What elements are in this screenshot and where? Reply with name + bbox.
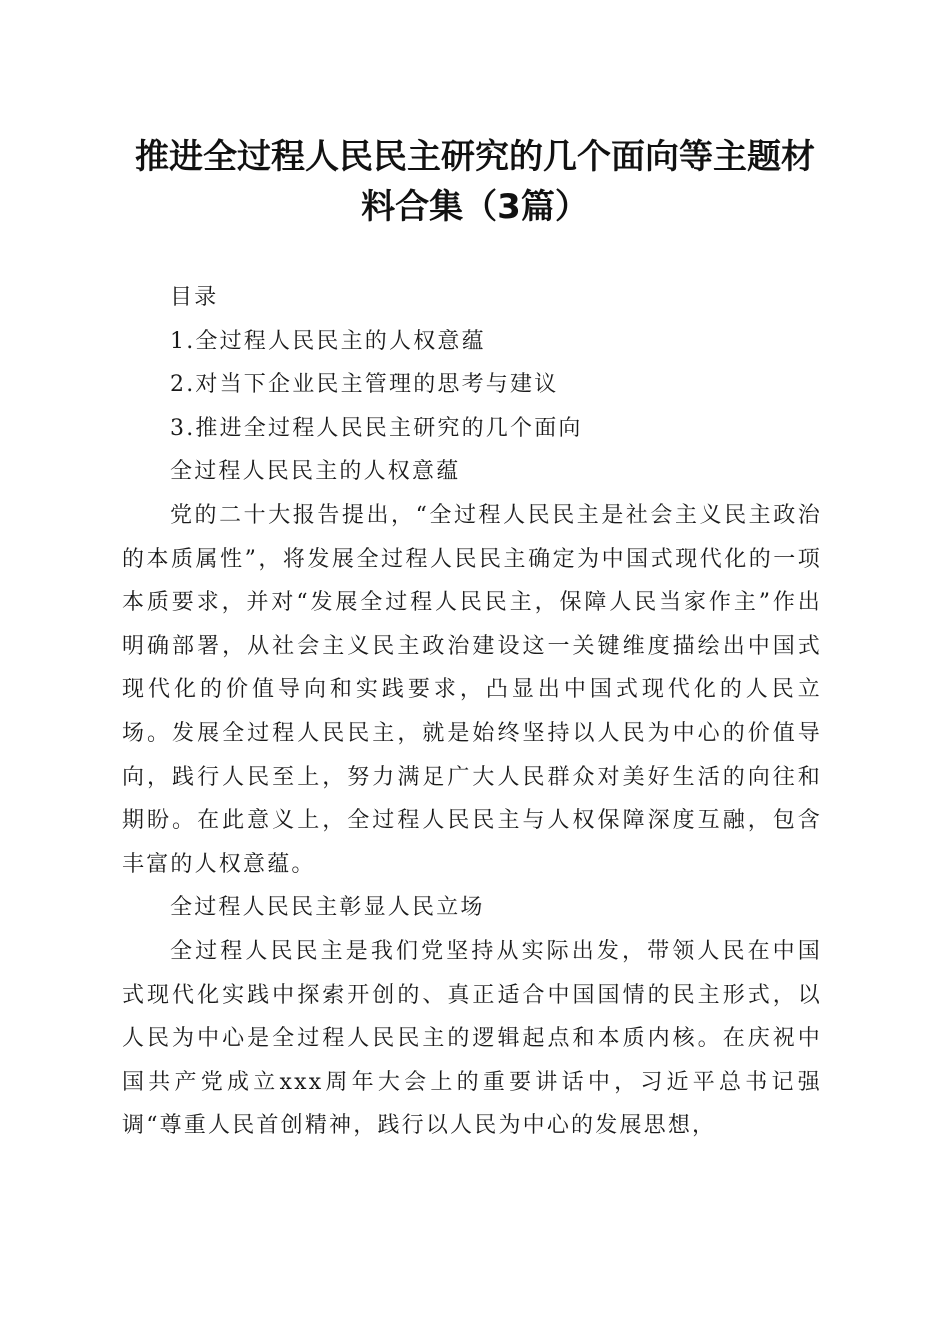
section-heading: 全过程人民民主的人权意蕴 [170,459,461,485]
toc-item-1: 1.全过程人民民主的人权意蕴 [170,328,486,354]
toc-heading: 目录 [170,285,219,310]
document-title-line-2: 料合集（3篇） [361,187,589,227]
toc-item-2: 2.对当下企业民主管理的思考与建议 [170,372,559,398]
body-paragraph-1: 党的二十大报告提出，“全过程人民民主是社会主义民主政治的本质属性”，将发展全过程人民民主确定为中国式现代化的一项本质要求，并对“发展全过程人民民主，保障人民当家作主”作出明确部署，从社会主义民主政治建设这一关键维度描绘出中国式现代化的价值导向和实践要求，凸显出中国式现代化的人民立场。发展全过程人民民主，就是始终坚持以人民为中心的价值导向，践行人民至上，努力满足广大人民群众对美好生活的向往和期盼。在此意义上，全过程人民民主与人权保障深度互融，包含丰富的人权意蕴。 [122,502,822,877]
document-title-line-1: 推进全过程人民民主研究的几个面向等主题材 [135,137,815,177]
document-title [100,132,850,232]
subsection-heading: 全过程人民民主彰显人民立场 [170,895,485,921]
toc-item-3: 3.推进全过程人民民主研究的几个面向 [170,415,583,441]
body-paragraph-2: 全过程人民民主是我们党坚持从实际出发，带领人民在中国式现代化实践中探索开创的、真正适合中国国情的民主形式，以人民为中心是全过程人民民主的逻辑起点和本质内核。在庆祝中国共产党成立xxx周年大会上的重要讲话中，习近平总书记强调“尊重人民首创精神，践行以人民为中心的发展思想， [122,938,822,1139]
document-body [122,276,822,1148]
